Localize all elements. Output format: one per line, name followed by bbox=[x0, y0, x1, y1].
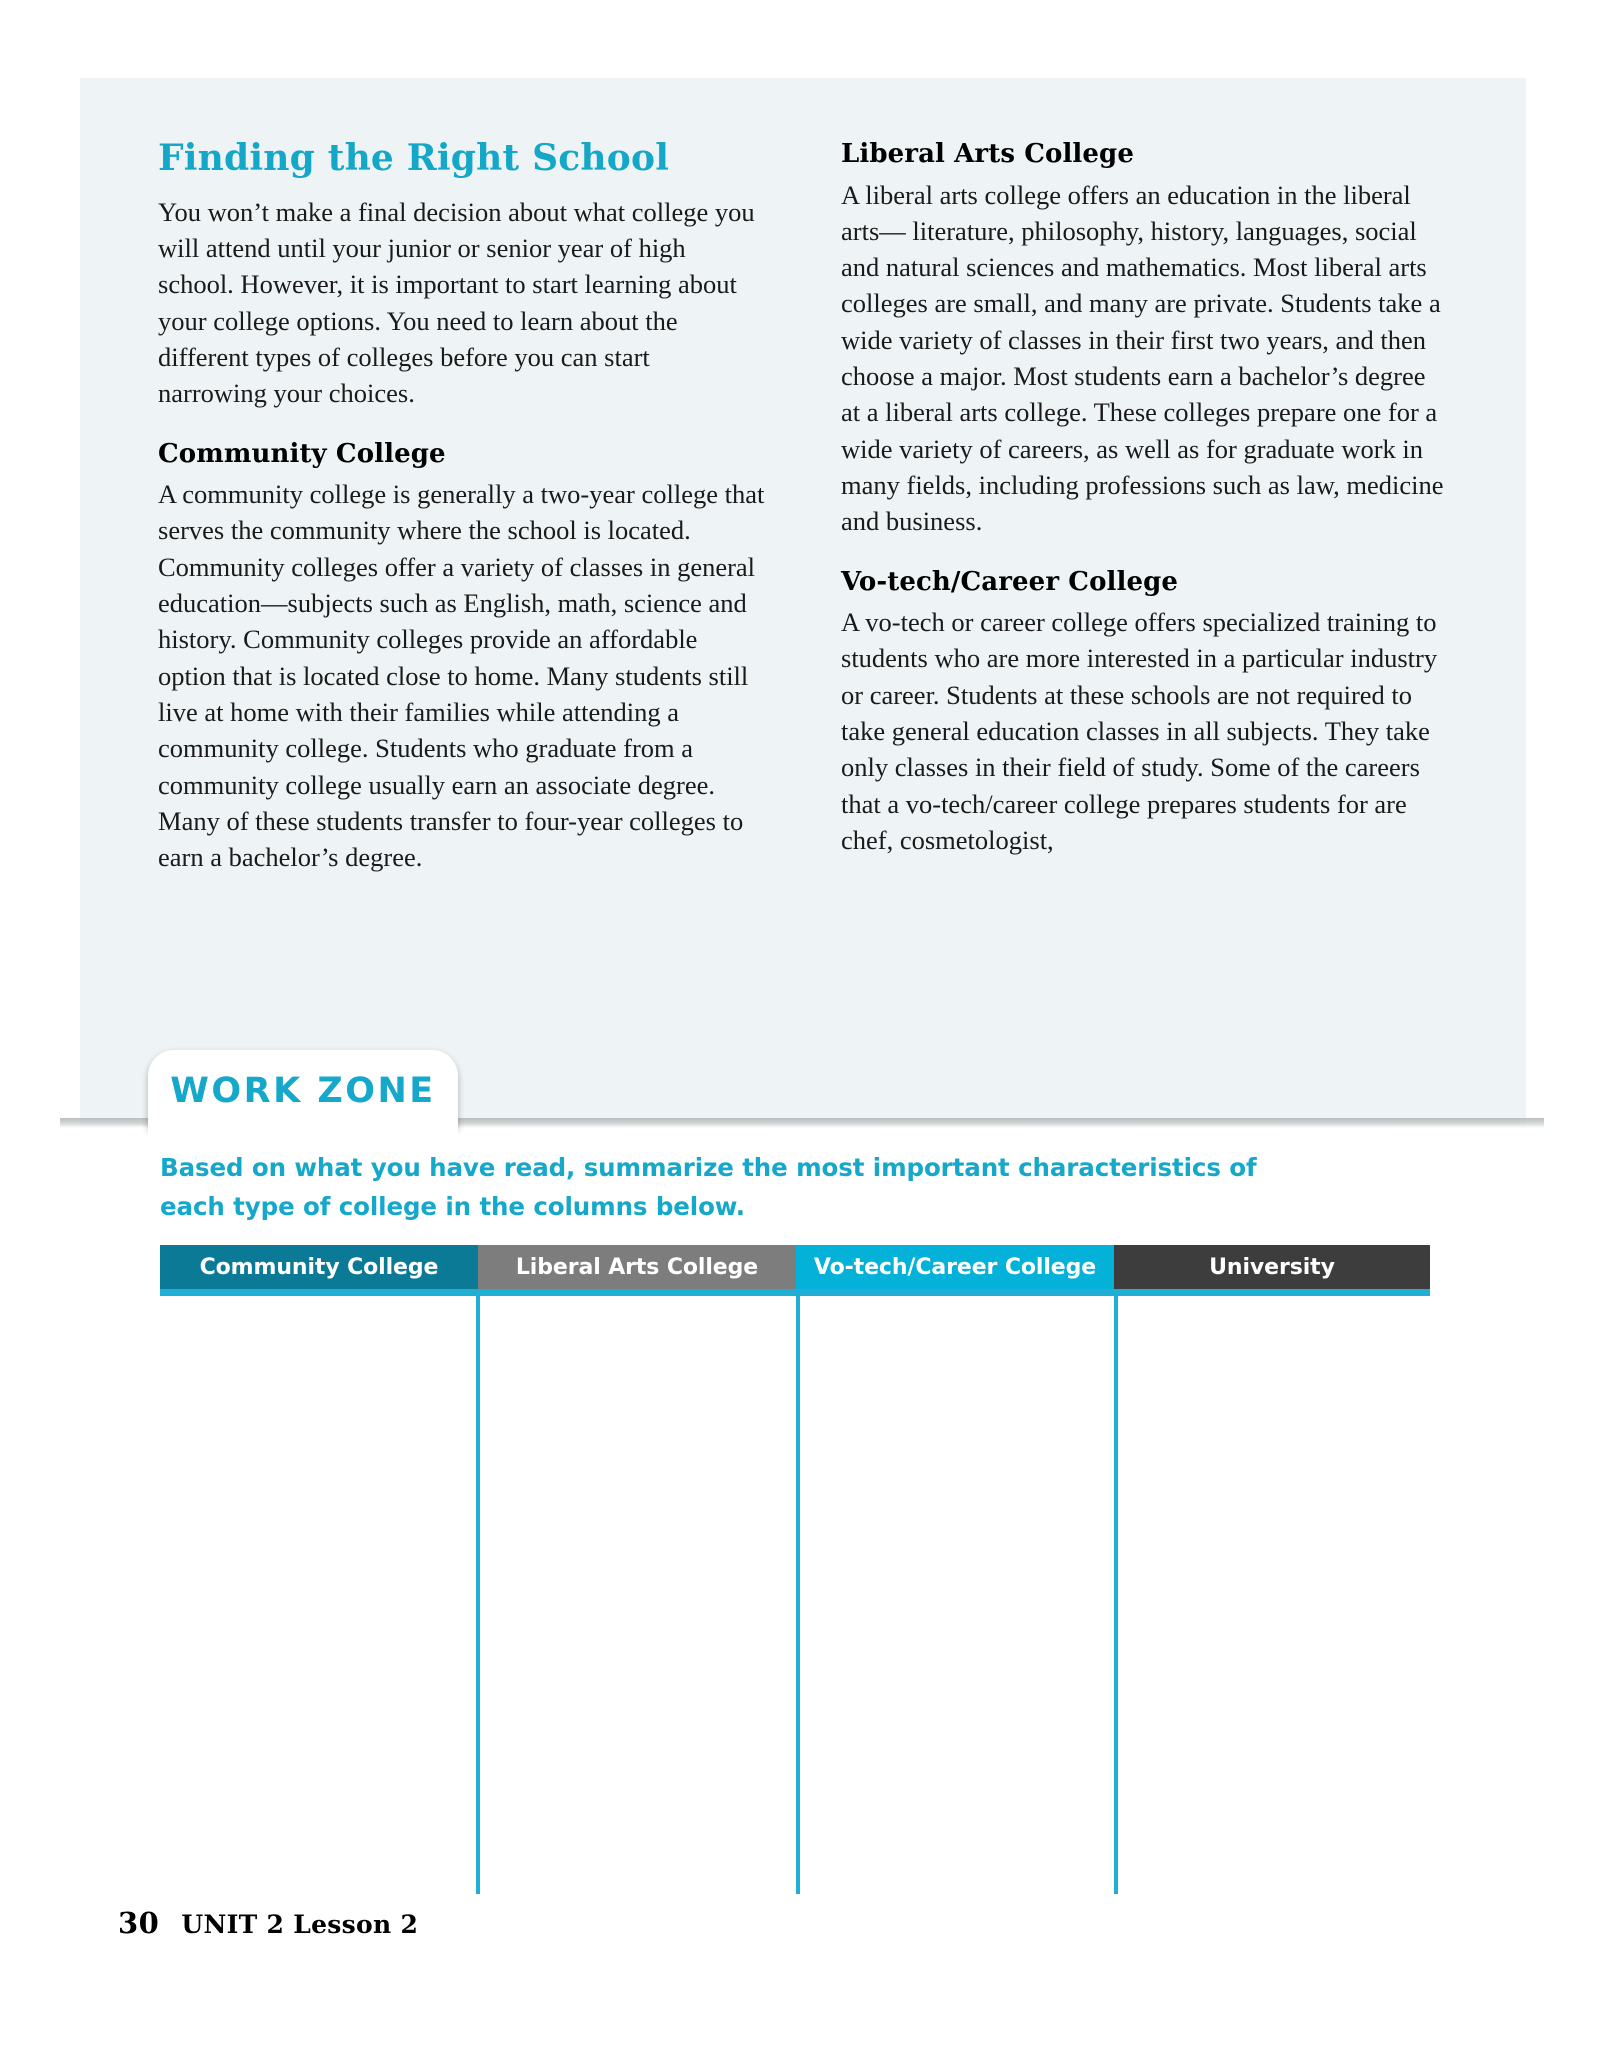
table-header-vo-tech-career-college: Vo-tech/Career College bbox=[796, 1245, 1114, 1289]
table-header-community-college: Community College bbox=[160, 1245, 478, 1289]
table-column-divider-1 bbox=[476, 1296, 480, 1894]
paragraph-community-college: A community college is generally a two-year college that serves the community where the school is located. Community colleges offer a variety of classes in general education—subjects such as English, math, science and history. Community colleges provide an affordable option that is located close to home. Many students still live at home with their families while attending a community college. Students who graduate from a community college usually earn an associate degree. Many of these students transfer to four-year colleges to earn a bachelor’s degree. bbox=[158, 479, 765, 873]
paragraph-liberal-arts-college: A liberal arts college offers an education in the liberal arts— literature, philosophy, history, languages, social and natural sciences and mathematics. Most liberal arts colleges are small, and many are private. Students take a wide variety of classes in their first two years, and then choose a major. Most students earn a bachelor’s degree at a liberal arts college. These colleges prepare one for a wide variety of careers, as well as for graduate work in many fields, including professions such as law, medicine and business. bbox=[841, 179, 1444, 537]
table-column-divider-2 bbox=[796, 1296, 800, 1894]
table-answer-area bbox=[160, 1296, 1430, 1894]
table-header-university: University bbox=[1114, 1245, 1430, 1289]
table-header-row bbox=[160, 1245, 1430, 1289]
table-header-underline bbox=[160, 1289, 1430, 1296]
heading-community-college: Community College bbox=[158, 438, 446, 469]
page-footer bbox=[118, 1906, 418, 1940]
page-number: 30 bbox=[118, 1906, 160, 1940]
article-left-column bbox=[158, 137, 765, 875]
work-zone-instruction: Based on what you have read, summarize the most important characteristics of each type of college in the columns below. bbox=[160, 1153, 1257, 1221]
work-zone-tab-label: WORK ZONE bbox=[170, 1071, 436, 1111]
paragraph-vo-tech-career-college: A vo-tech or career college offers specialized training to students who are more interested in a particular industry or career. Students at these schools are not required to take general education classes in all subjects. They take only classes in their field of study. Some of the careers that a vo-tech/career college prepares students for are chef, cosmetologist, bbox=[841, 607, 1438, 855]
article-columns bbox=[158, 137, 1448, 875]
page-title: Finding the Right School bbox=[158, 137, 670, 179]
table-column-divider-3 bbox=[1114, 1296, 1118, 1894]
heading-vo-tech-career-college: Vo-tech/Career College bbox=[841, 566, 1179, 597]
article-right-column bbox=[841, 140, 1448, 875]
work-zone-tab bbox=[148, 1050, 458, 1128]
footer-unit-label: UNIT 2 Lesson 2 bbox=[181, 1910, 419, 1939]
intro-paragraph: You won’t make a final decision about what college you will attend until your junior or senior year of high school. However, it is important to start learning about your college options. You need to learn about the different types of colleges before you can start narrowing your choices. bbox=[158, 196, 755, 409]
heading-liberal-arts-college: Liberal Arts College bbox=[841, 139, 1134, 169]
table-header-liberal-arts-college: Liberal Arts College bbox=[478, 1245, 796, 1289]
work-zone-tab-base bbox=[148, 1122, 458, 1138]
work-zone-table bbox=[160, 1245, 1430, 1895]
